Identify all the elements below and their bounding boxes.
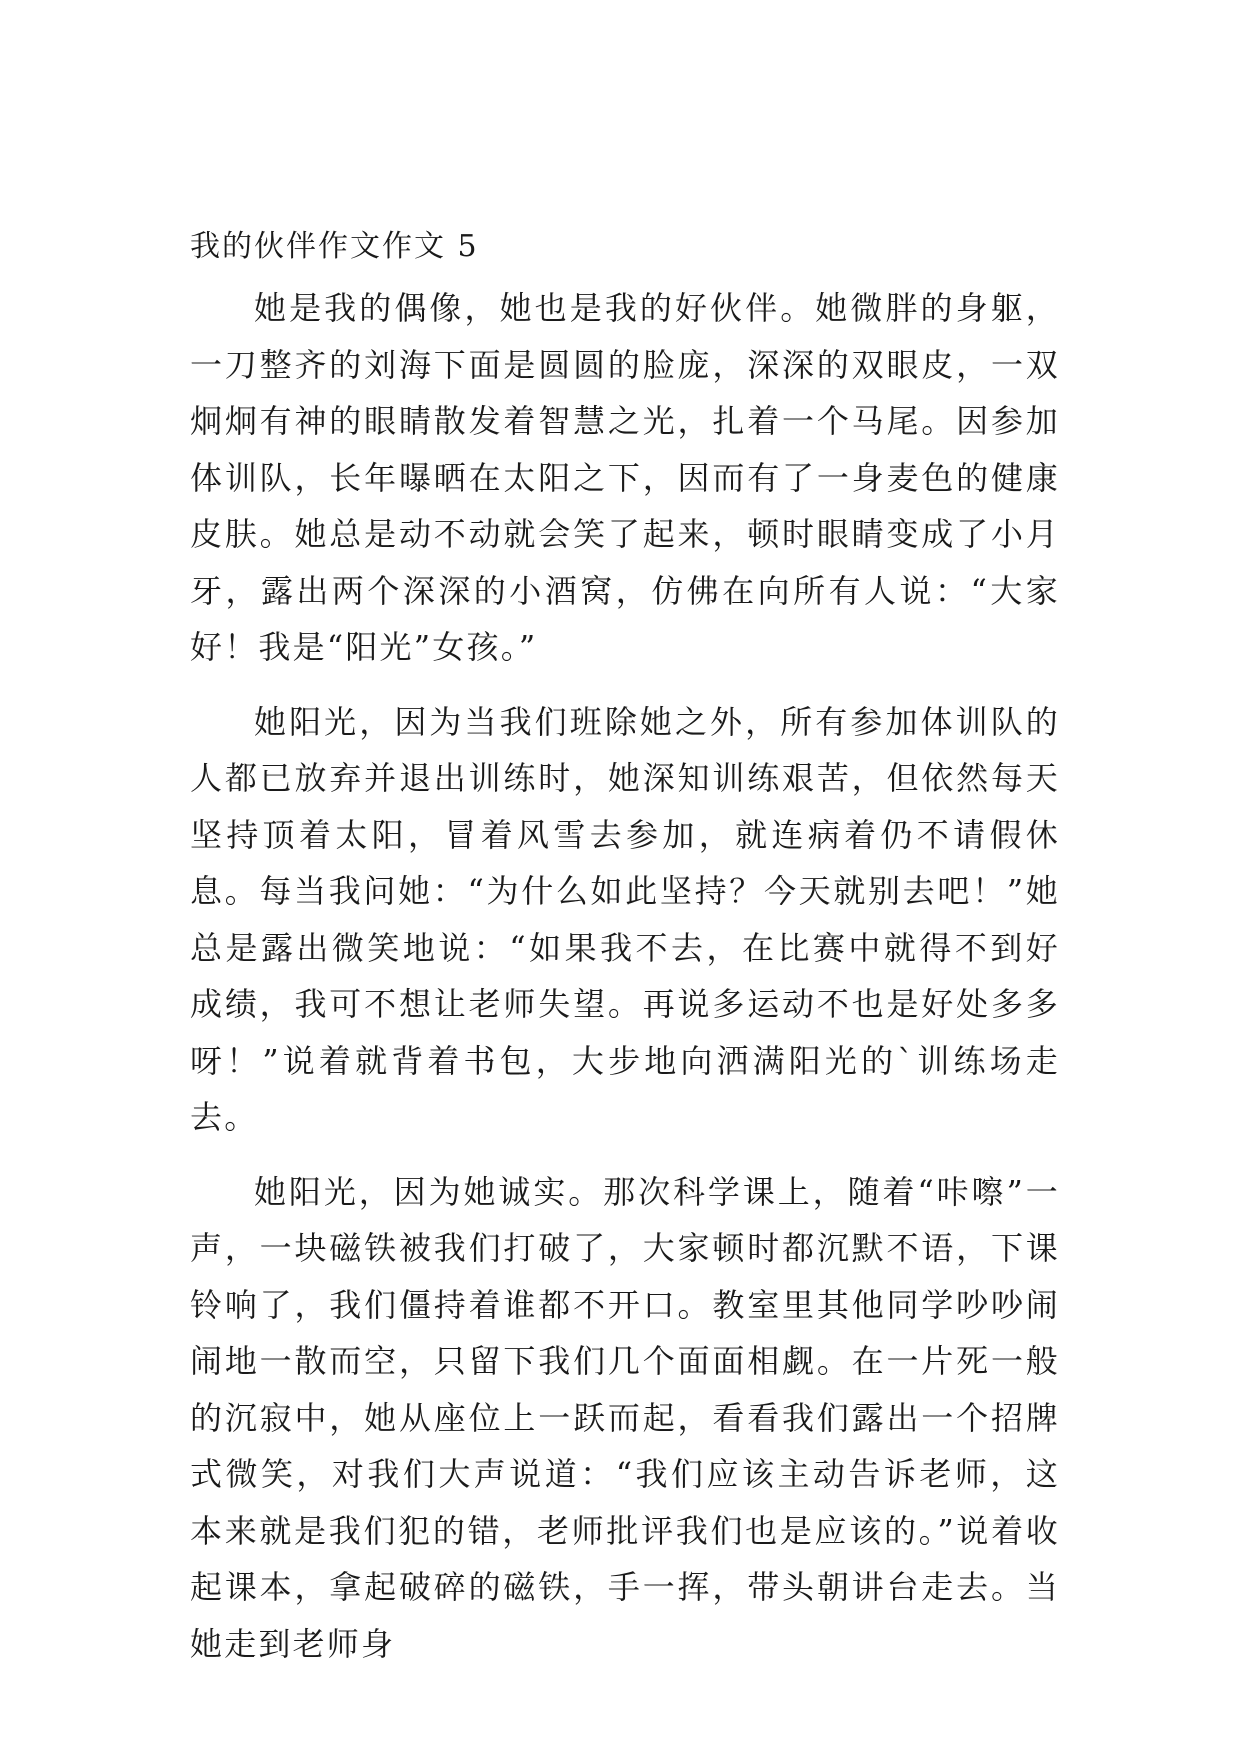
document-title: 我的伙伴作文作文 5 bbox=[190, 229, 479, 264]
paragraph-1: 她是我的偶像，她也是我的好伙伴。她微胖的身躯，一刀整齐的刘海下面是圆圆的脸庞，深深的双眼皮，一双炯炯有神的眼睛散发着智慧之光，扎着一个马尾。因参加体训队，长年曝晒在太阳之下，因而有了一身麦色的健康皮肤。她总是动不动就会笑了起来，顿时眼睛变成了小月牙，露出两个深深的小酒窝，仿佛在向所有人说：“大家好！我是“阳光”女孩。” bbox=[190, 289, 1060, 666]
paragraph-3: 她阳光，因为她诚实。那次科学课上，随着“咔嚓”一声，一块磁铁被我们打破了，大家顿时都沉默不语，下课铃响了，我们僵持着谁都不开口。教室里其他同学吵吵闹闹地一散而空，只留下我们几个面面相觑。在一片死一般的沉寂中，她从座位上一跃而起，看看我们露出一个招牌式微笑，对我们大声说道：“我们应该主动告诉老师，这本来就是我们犯的错，老师批评我们也是应该的。”说着收起课本，拿起破碎的磁铁，手一挥，带头朝讲台走去。当她走到老师身 bbox=[190, 1172, 1060, 1663]
document-body bbox=[190, 222, 1060, 1690]
paragraph-2: 她阳光，因为当我们班除她之外，所有参加体训队的人都已放弃并退出训练时，她深知训练艰苦，但依然每天坚持顶着太阳，冒着风雪去参加，就连病着仍不请假休息。每当我问她：“为什么如此坚持？今天就别去吧！”她总是露出微笑地说：“如果我不去，在比赛中就得不到好成绩，我可不想让老师失望。再说多运动不也是好处多多呀！”说着就背着书包，大步地向洒满阳光的`训练场走去。 bbox=[190, 702, 1060, 1136]
